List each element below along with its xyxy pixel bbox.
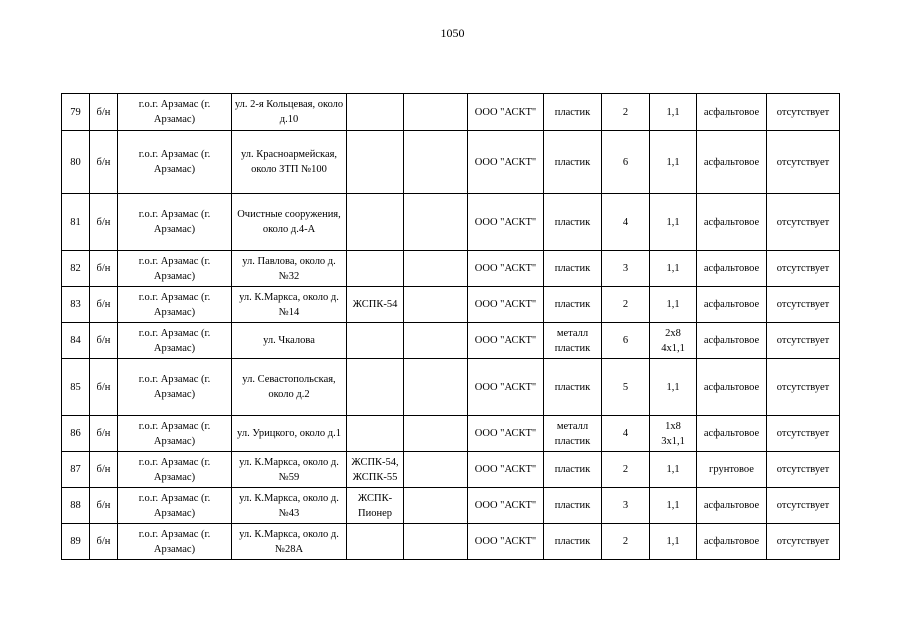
address-cell: ул. К.Маркса, около д.№43 xyxy=(232,488,347,524)
material-cell: пластик xyxy=(544,131,602,194)
material-cell: пластик xyxy=(544,524,602,560)
material-cell: пластик xyxy=(544,488,602,524)
row-number-cell: 89 xyxy=(62,524,90,560)
table-row xyxy=(62,131,840,194)
city-cell: г.о.г. Арзамас (г. Арзамас) xyxy=(118,94,232,131)
table-row xyxy=(62,194,840,251)
surface-cell: грунтовое xyxy=(697,452,767,488)
owner-cell xyxy=(347,94,404,131)
row-number-cell: 83 xyxy=(62,287,90,323)
no-number-cell: б/н xyxy=(90,287,118,323)
volume-cell: 1,1 xyxy=(650,524,697,560)
company-cell: ООО "АСКТ" xyxy=(468,416,544,452)
city-cell: г.о.г. Арзамас (г. Арзамас) xyxy=(118,452,232,488)
address-cell: ул. 2-я Кольцевая, около д.10 xyxy=(232,94,347,131)
city-cell: г.о.г. Арзамас (г. Арзамас) xyxy=(118,194,232,251)
no-number-cell: б/н xyxy=(90,488,118,524)
owner-cell xyxy=(347,251,404,287)
container-sites-table xyxy=(61,93,840,560)
city-cell: г.о.г. Арзамас (г. Арзамас) xyxy=(118,251,232,287)
address-cell: ул. К.Маркса, около д.№28А xyxy=(232,524,347,560)
row-number-cell: 82 xyxy=(62,251,90,287)
fence-cell: отсутствует xyxy=(767,287,840,323)
container-count-cell: 4 xyxy=(602,194,650,251)
no-number-cell: б/н xyxy=(90,524,118,560)
company-cell: ООО "АСКТ" xyxy=(468,452,544,488)
material-cell: металл пластик xyxy=(544,323,602,359)
container-count-cell: 3 xyxy=(602,251,650,287)
organization-cell xyxy=(404,524,468,560)
volume-cell: 1,1 xyxy=(650,287,697,323)
row-number-cell: 79 xyxy=(62,94,90,131)
company-cell: ООО "АСКТ" xyxy=(468,488,544,524)
no-number-cell: б/н xyxy=(90,251,118,287)
company-cell: ООО "АСКТ" xyxy=(468,251,544,287)
city-cell: г.о.г. Арзамас (г. Арзамас) xyxy=(118,131,232,194)
fence-cell: отсутствует xyxy=(767,323,840,359)
table-row xyxy=(62,359,840,416)
row-number-cell: 81 xyxy=(62,194,90,251)
table-row xyxy=(62,251,840,287)
material-cell: пластик xyxy=(544,94,602,131)
row-number-cell: 86 xyxy=(62,416,90,452)
organization-cell xyxy=(404,359,468,416)
fence-cell: отсутствует xyxy=(767,416,840,452)
no-number-cell: б/н xyxy=(90,359,118,416)
table-row xyxy=(62,323,840,359)
row-number-cell: 87 xyxy=(62,452,90,488)
company-cell: ООО "АСКТ" xyxy=(468,131,544,194)
table-row xyxy=(62,416,840,452)
row-number-cell: 85 xyxy=(62,359,90,416)
organization-cell xyxy=(404,287,468,323)
table-row xyxy=(62,488,840,524)
city-cell: г.о.г. Арзамас (г. Арзамас) xyxy=(118,488,232,524)
material-cell: пластик xyxy=(544,194,602,251)
container-count-cell: 2 xyxy=(602,524,650,560)
owner-cell xyxy=(347,416,404,452)
volume-cell: 1,1 xyxy=(650,251,697,287)
row-number-cell: 88 xyxy=(62,488,90,524)
fence-cell: отсутствует xyxy=(767,524,840,560)
city-cell: г.о.г. Арзамас (г. Арзамас) xyxy=(118,323,232,359)
container-count-cell: 6 xyxy=(602,131,650,194)
no-number-cell: б/н xyxy=(90,194,118,251)
container-count-cell: 6 xyxy=(602,323,650,359)
city-cell: г.о.г. Арзамас (г. Арзамас) xyxy=(118,416,232,452)
company-cell: ООО "АСКТ" xyxy=(468,359,544,416)
no-number-cell: б/н xyxy=(90,323,118,359)
page-number: 1050 xyxy=(440,26,465,40)
surface-cell: асфальтовое xyxy=(697,251,767,287)
organization-cell xyxy=(404,488,468,524)
address-cell: Очистные сооружения, около д.4-А xyxy=(232,194,347,251)
surface-cell: асфальтовое xyxy=(697,359,767,416)
no-number-cell: б/н xyxy=(90,131,118,194)
owner-cell: ЖСПК-54, ЖСПК-55 xyxy=(347,452,404,488)
row-number-cell: 80 xyxy=(62,131,90,194)
address-cell: ул. Урицкого, около д.1 xyxy=(232,416,347,452)
table-row xyxy=(62,94,840,131)
material-cell: пластик xyxy=(544,359,602,416)
organization-cell xyxy=(404,194,468,251)
no-number-cell: б/н xyxy=(90,452,118,488)
material-cell: металл пластик xyxy=(544,416,602,452)
volume-cell: 2х8 4х1,1 xyxy=(650,323,697,359)
owner-cell xyxy=(347,524,404,560)
owner-cell: ЖСПК-54 xyxy=(347,287,404,323)
table-row xyxy=(62,524,840,560)
address-cell: ул. Красноармейская, около ЗТП №100 xyxy=(232,131,347,194)
material-cell: пластик xyxy=(544,251,602,287)
company-cell: ООО "АСКТ" xyxy=(468,524,544,560)
table-row xyxy=(62,452,840,488)
fence-cell: отсутствует xyxy=(767,359,840,416)
row-number-cell: 84 xyxy=(62,323,90,359)
address-cell: ул. Чкалова xyxy=(232,323,347,359)
organization-cell xyxy=(404,323,468,359)
owner-cell xyxy=(347,194,404,251)
surface-cell: асфальтовое xyxy=(697,94,767,131)
surface-cell: асфальтовое xyxy=(697,524,767,560)
city-cell: г.о.г. Арзамас (г. Арзамас) xyxy=(118,359,232,416)
volume-cell: 1,1 xyxy=(650,488,697,524)
owner-cell: ЖСПК- Пионер xyxy=(347,488,404,524)
company-cell: ООО "АСКТ" xyxy=(468,287,544,323)
owner-cell xyxy=(347,359,404,416)
address-cell: ул. Севастопольская, около д.2 xyxy=(232,359,347,416)
organization-cell xyxy=(404,131,468,194)
organization-cell xyxy=(404,452,468,488)
organization-cell xyxy=(404,251,468,287)
company-cell: ООО "АСКТ" xyxy=(468,94,544,131)
surface-cell: асфальтовое xyxy=(697,131,767,194)
container-count-cell: 5 xyxy=(602,359,650,416)
material-cell: пластик xyxy=(544,287,602,323)
fence-cell: отсутствует xyxy=(767,131,840,194)
container-count-cell: 2 xyxy=(602,452,650,488)
no-number-cell: б/н xyxy=(90,94,118,131)
table-body xyxy=(62,94,840,560)
organization-cell xyxy=(404,416,468,452)
fence-cell: отсутствует xyxy=(767,488,840,524)
surface-cell: асфальтовое xyxy=(697,287,767,323)
company-cell: ООО "АСКТ" xyxy=(468,323,544,359)
city-cell: г.о.г. Арзамас (г. Арзамас) xyxy=(118,524,232,560)
organization-cell xyxy=(404,94,468,131)
address-cell: ул. К.Маркса, около д.№14 xyxy=(232,287,347,323)
fence-cell: отсутствует xyxy=(767,94,840,131)
owner-cell xyxy=(347,131,404,194)
surface-cell: асфальтовое xyxy=(697,194,767,251)
volume-cell: 1,1 xyxy=(650,94,697,131)
material-cell: пластик xyxy=(544,452,602,488)
fence-cell: отсутствует xyxy=(767,251,840,287)
container-count-cell: 4 xyxy=(602,416,650,452)
address-cell: ул. Павлова, около д.№32 xyxy=(232,251,347,287)
surface-cell: асфальтовое xyxy=(697,488,767,524)
surface-cell: асфальтовое xyxy=(697,323,767,359)
volume-cell: 1,1 xyxy=(650,359,697,416)
address-cell: ул. К.Маркса, около д.№59 xyxy=(232,452,347,488)
fence-cell: отсутствует xyxy=(767,452,840,488)
volume-cell: 1,1 xyxy=(650,131,697,194)
container-count-cell: 2 xyxy=(602,94,650,131)
volume-cell: 1х8 3х1,1 xyxy=(650,416,697,452)
volume-cell: 1,1 xyxy=(650,452,697,488)
company-cell: ООО "АСКТ" xyxy=(468,194,544,251)
container-count-cell: 3 xyxy=(602,488,650,524)
city-cell: г.о.г. Арзамас (г. Арзамас) xyxy=(118,287,232,323)
surface-cell: асфальтовое xyxy=(697,416,767,452)
volume-cell: 1,1 xyxy=(650,194,697,251)
owner-cell xyxy=(347,323,404,359)
container-count-cell: 2 xyxy=(602,287,650,323)
fence-cell: отсутствует xyxy=(767,194,840,251)
table-row xyxy=(62,287,840,323)
no-number-cell: б/н xyxy=(90,416,118,452)
